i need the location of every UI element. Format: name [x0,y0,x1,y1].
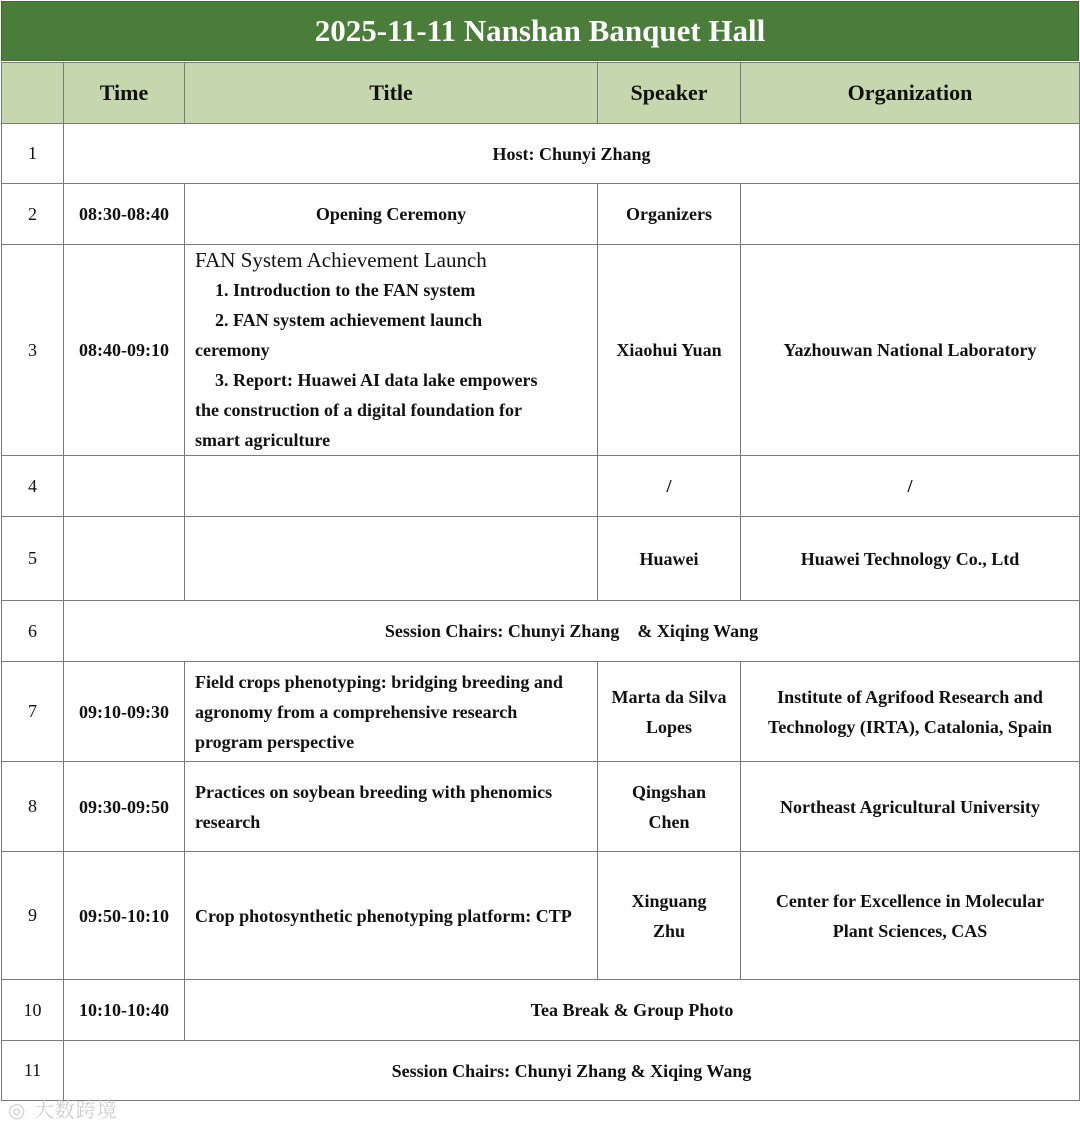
time-cell: 09:10-09:30 [64,662,185,762]
title-cell [185,245,598,456]
column-header-number [2,63,64,124]
row-number: 3 [2,245,64,456]
table-row [2,980,1080,1041]
organization-cell: Institute of Agrifood Research and Technology (IRTA), Catalonia, Spain [741,662,1080,762]
break-cell: Tea Break & Group Photo [185,980,1080,1041]
watermark-text: 大数跨境 [33,1098,118,1122]
table-row [2,124,1080,184]
table-row [2,517,1080,601]
time-cell [64,517,185,601]
row-number: 1 [2,124,64,184]
row-number: 2 [2,184,64,245]
time-cell: 08:40-09:10 [64,245,185,456]
organization-cell [741,184,1080,245]
title-cell: Practices on soybean breeding with phenomics research [185,762,598,852]
title-cell [185,456,598,517]
watermark [8,1094,118,1123]
time-cell: 09:50-10:10 [64,852,185,980]
organization-cell: / [741,456,1080,517]
organization-cell: Huawei Technology Co., Ltd [741,517,1080,601]
table-row [2,662,1080,762]
agenda-item: 2. FAN system achievement launch [215,310,483,330]
row-number: 10 [2,980,64,1041]
time-cell: 08:30-08:40 [64,184,185,245]
agenda-item: 1. Introduction to the FAN system [215,280,476,300]
agenda-item-continued: ceremony [195,340,270,360]
row-number: 9 [2,852,64,980]
row-number: 8 [2,762,64,852]
organization-cell: Northeast Agricultural University [741,762,1080,852]
speaker-cell: Qingshan Chen [598,762,741,852]
row-number: 6 [2,601,64,662]
organization-cell: Yazhouwan National Laboratory [741,245,1080,456]
speaker-cell: Marta da Silva Lopes [598,662,741,762]
row-number: 11 [2,1041,64,1101]
speaker-cell: Huawei [598,517,741,601]
table-row [2,456,1080,517]
table-row [2,184,1080,245]
watermark-logo-icon: ◎ [8,1098,27,1122]
title-main: FAN System Achievement Launch [195,248,487,272]
row-number: 4 [2,456,64,517]
agenda-item-continued: smart agriculture [195,430,331,450]
speaker-cell: Xiaohui Yuan [598,245,741,456]
session-chairs-cell: Session Chairs: Chunyi Zhang & Xiqing Wang [64,1041,1080,1101]
time-cell: 09:30-09:50 [64,762,185,852]
column-header-title: Title [185,63,598,124]
row-number: 5 [2,517,64,601]
speaker-cell: / [598,456,741,517]
row-number: 7 [2,662,64,762]
speaker-cell: Xinguang Zhu [598,852,741,980]
title-cell [185,517,598,601]
table-row [2,1041,1080,1101]
column-header-time: Time [64,63,185,124]
title-cell: Field crops phenotyping: bridging breeding and agronomy from a comprehensive research program perspective [185,662,598,762]
agenda-item: 3. Report: Huawei AI data lake empowers [215,370,538,390]
title-cell: Crop photosynthetic phenotyping platform: CTP [185,852,598,980]
host-cell: Host: Chunyi Zhang [64,124,1080,184]
session-chairs-cell: Session Chairs: Chunyi Zhang & Xiqing Wang [64,601,1080,662]
speaker-cell: Organizers [598,184,741,245]
table-row [2,601,1080,662]
column-header-speaker: Speaker [598,63,741,124]
schedule-table [1,62,1080,1101]
title-cell: Opening Ceremony [185,184,598,245]
time-cell [64,456,185,517]
column-header-organization: Organization [741,63,1080,124]
organization-cell: Center for Excellence in Molecular Plant Sciences, CAS [741,852,1080,980]
table-row [2,245,1080,456]
page-title: 2025-11-11 Nanshan Banquet Hall [1,1,1079,61]
column-header-row [2,63,1080,124]
table-row [2,852,1080,980]
table-row [2,762,1080,852]
time-cell: 10:10-10:40 [64,980,185,1041]
agenda-item-continued: the construction of a digital foundation for [195,400,523,420]
